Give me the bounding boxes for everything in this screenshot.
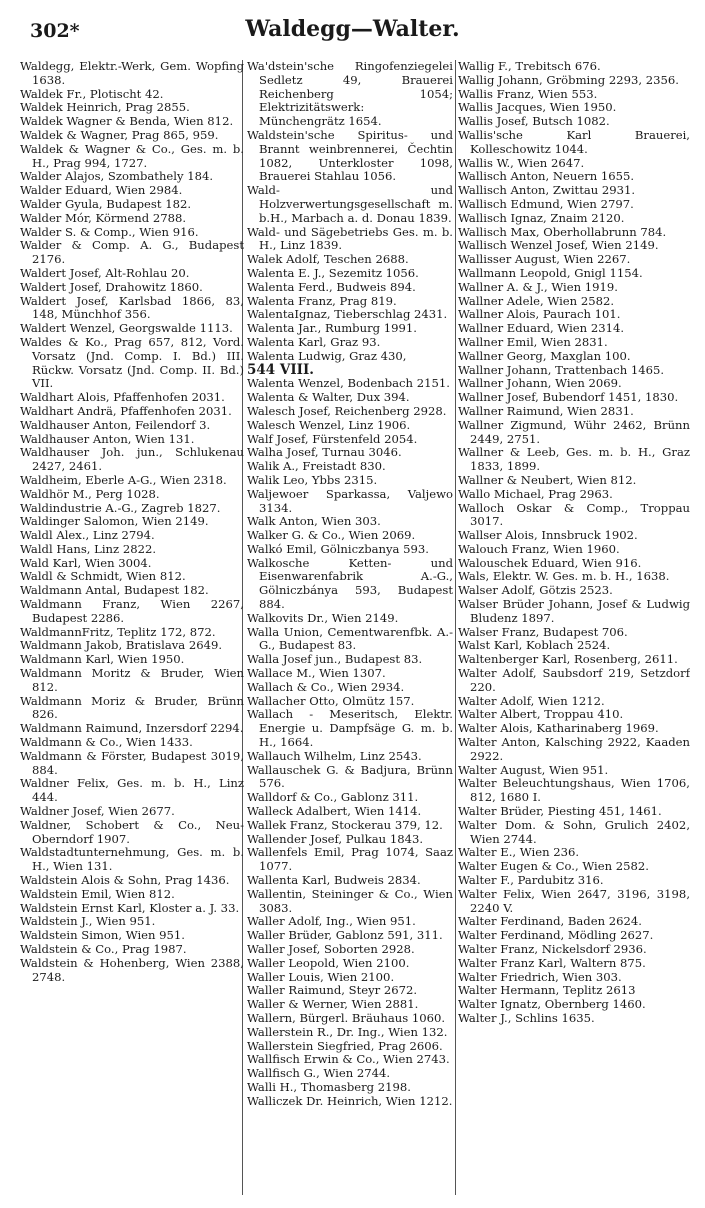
directory-entry: Walek Adolf, Teschen 2688.	[247, 252, 409, 267]
directory-entry: Wallach & Co., Wien 2934.	[247, 679, 405, 694]
directory-entry: Waltenberger Karl, Rosenberg, 2611.	[458, 652, 678, 667]
directory-entry: Walter August, Wien 951.	[458, 762, 609, 777]
directory-entry: Waldmann Moritz & Bruder, Wien 812.	[20, 666, 244, 694]
directory-column-2	[247, 60, 453, 1195]
directory-entry: Walf Josef, Fürstenfeld 2054.	[247, 431, 418, 446]
page-header	[0, 14, 705, 42]
directory-entry: Waldmann & Förster, Budapest 3019, 884.	[20, 748, 244, 777]
directory-entry: WalentaIgnaz, Tieberschlag 2431.	[247, 307, 448, 322]
directory-entry: Wallisch Edmund, Wien 2797.	[458, 196, 634, 211]
directory-entry: Wallner Emil, Wien 2831.	[458, 334, 608, 349]
directory-entry: Waldek Fr., Plotischt 42.	[20, 86, 164, 101]
directory-entry: Waldhart Alois, Pfaffenhofen 2031.	[20, 390, 225, 405]
directory-entry: Walter Brüder, Piesting 451, 1461.	[458, 804, 662, 819]
directory-entry: Walla Union, Cementwarenfbk. A.-G., Budapest 83.	[247, 624, 453, 653]
directory-entry: Wallacher Otto, Olmütz 157.	[247, 693, 415, 708]
directory-entry: Walter Adolf, Saubsdorf 219, Setzdorf 220.	[458, 666, 690, 694]
directory-entry: Walder Gyula, Budapest 182.	[20, 196, 192, 211]
directory-entry: Waldmann & Co., Wien 1433.	[20, 735, 193, 750]
directory-entry: Walkó Emil, Gölniczbanya 593.	[247, 541, 429, 556]
directory-entry: Wallis Josef, Butsch 1082.	[458, 114, 610, 129]
directory-entry: Waldstein J., Wien 951.	[20, 914, 156, 929]
directory-entry: Wallner & Leeb, Ges. m. b. H., Graz 1833, 1899.	[458, 445, 690, 474]
directory-entry: Walesch Josef, Reichenberg 2928.	[247, 403, 447, 418]
directory-entry: Waldstadtunternehmung, Ges. m. b. H., Wien 131.	[20, 845, 244, 874]
directory-entry: Walter Friedrich, Wien 303.	[458, 969, 622, 984]
directory-entry: Waller Brüder, Gablonz 591, 311.	[247, 928, 443, 943]
directory-entry: Waldhauser Anton, Feilendorf 3.	[20, 417, 211, 432]
directory-entry: Walik Leo, Ybbs 2315.	[247, 472, 378, 487]
directory-entry: Wallauschek G. & Badjura, Brünn 576.	[247, 762, 453, 791]
directory-entry: Waldegg, Elektr.-Werk, Gem. Wopfing 1638.	[20, 60, 244, 87]
directory-entry: Wallis Franz, Wien 553.	[458, 86, 598, 101]
directory-entry: Waldl Hans, Linz 2822.	[20, 541, 157, 556]
directory-entry: Wallach - Meseritsch, Elektr. Energie u. Dampfsäge G. m. b. H., 1664.	[247, 707, 453, 750]
directory-entry: Wallisch Ignaz, Znaim 2120.	[458, 210, 625, 225]
page-number: 302*	[30, 20, 80, 42]
directory-page	[0, 60, 705, 1200]
directory-entry: Waller Adolf, Ing., Wien 951.	[247, 914, 416, 929]
directory-entry: Wallner Alois, Paurach 101.	[458, 307, 621, 322]
directory-entry: Waldindustrie A.-G., Zagreb 1827.	[20, 500, 221, 515]
directory-entry: Walloch Oskar & Comp., Troppau 3017.	[458, 500, 690, 529]
directory-entry: Wallauch Wilhelm, Linz 2543.	[247, 748, 422, 763]
directory-entry: Waldmann Karl, Wien 1950.	[20, 652, 185, 667]
directory-entry: Wallerstein Siegfried, Prag 2606.	[247, 1038, 443, 1053]
directory-entry: Walter Eugen & Co., Wien 2582.	[458, 859, 649, 874]
directory-entry: Waller Leopold, Wien 2100.	[247, 955, 410, 970]
directory-entry: Waldstein & Co., Prag 1987.	[20, 942, 187, 956]
directory-entry: Waldstein Emil, Wien 812.	[20, 886, 175, 901]
directory-entry: Waldstein'sche Spiritus- und Brannt weinbrennerei, Čechtin 1082, Unterkloster 1098, Brauerei Stahlau 1056.	[247, 127, 453, 184]
directory-entry: Waldstein & Hohenberg, Wien 2388, 2748.	[20, 955, 244, 984]
directory-entry: Waljewoer Sparkassa, Valjewo 3134.	[247, 486, 453, 515]
directory-entry: Walter Franz Karl, Waltern 875.	[458, 955, 646, 970]
directory-entry: WaldmannFritz, Teplitz 172, 872.	[20, 624, 216, 639]
directory-entry: 544 VIII.	[247, 361, 314, 378]
directory-entry: Waldmann Raimund, Inzersdorf 2294.	[20, 721, 244, 736]
directory-entry: Walliczek Dr. Heinrich, Wien 1212.	[247, 1093, 453, 1108]
directory-entry: Waller Louis, Wien 2100.	[247, 969, 395, 984]
directory-entry: Wallner Josef, Bubendorf 1451, 1830.	[458, 390, 679, 405]
directory-entry: Waller & Werner, Wien 2881.	[247, 997, 419, 1012]
directory-entry: Waldert Josef, Drahowitz 1860.	[20, 279, 203, 294]
directory-entry: Wallfisch G., Wien 2744.	[247, 1066, 391, 1081]
directory-entry: Waldmann Jakob, Bratislava 2649.	[20, 638, 223, 653]
directory-entry: Walter Anton, Kalsching 2922, Kaaden 2922.	[458, 735, 690, 763]
directory-entry: Waldhart Andrä, Pfaffenhofen 2031.	[20, 403, 232, 418]
directory-entry: Wald- und Holzverwertungsgesellschaft m. b.H., Marbach a. d. Donau 1839.	[247, 183, 453, 225]
directory-entry: Walter J., Schlins 1635.	[458, 1010, 595, 1025]
directory-entry: Wallis'sche Karl Brauerei, Kolleschowitz 1044.	[458, 127, 690, 156]
directory-entry: Wallig Johann, Gröbming 2293, 2356.	[458, 72, 679, 87]
directory-entry: Walouschek Eduard, Wien 916.	[458, 555, 642, 570]
directory-entry: Wals, Elektr. W. Ges. m. b. H., 1638.	[458, 569, 670, 584]
directory-entry: Walder Mór, Körmend 2788.	[20, 210, 187, 225]
directory-entry: Wallner Georg, Maxglan 100.	[458, 348, 631, 363]
directory-entry: Walder Alajos, Szombathely 184.	[20, 169, 214, 184]
column-divider	[455, 60, 456, 1195]
directory-entry: Walldorf & Co., Gablonz 311.	[247, 790, 419, 805]
directory-entry: Walser Franz, Budapest 706.	[458, 624, 628, 639]
directory-entry: Wallis Jacques, Wien 1950.	[458, 100, 617, 115]
directory-entry: Wallner Adele, Wien 2582.	[458, 293, 615, 308]
directory-entry: Wallner A. & J., Wien 1919.	[458, 279, 618, 294]
directory-entry: Walli H., Thomasberg 2198.	[247, 1079, 411, 1094]
directory-entry: Waldhör M., Perg 1028.	[20, 486, 160, 501]
directory-entry: Wallern, Bürgerl. Bräuhaus 1060.	[247, 1010, 446, 1025]
directory-entry: Wallerstein R., Dr. Ing., Wien 132.	[247, 1024, 448, 1039]
directory-entry: Waldner Felix, Ges. m. b. H., Linz 444.	[20, 776, 244, 805]
directory-entry: Wallek Franz, Stockerau 379, 12.	[247, 817, 443, 832]
directory-entry: Wallig F., Trebitsch 676.	[458, 60, 601, 73]
directory-entry: Waldhauser Joh. jun., Schlukenau 2427, 2461.	[20, 445, 244, 474]
directory-entry: Walouch Franz, Wien 1960.	[458, 541, 620, 556]
directory-entry: Waldstein Alois & Sohn, Prag 1436.	[20, 873, 230, 888]
directory-entry: Walenta Ferd., Budweis 894.	[247, 279, 416, 294]
directory-entry: Wallner Raimund, Wien 2831.	[458, 403, 634, 418]
directory-entry: Walder & Comp. A. G., Budapest 2176.	[20, 238, 244, 267]
directory-entry: Walst Karl, Koblach 2524.	[458, 638, 611, 653]
directory-entry: Waldert Josef, Alt-Rohlau 20.	[20, 265, 190, 280]
directory-entry: Walter E., Wien 236.	[458, 845, 580, 860]
directory-entry: Waldmann Franz, Wien 2267, Budapest 2286.	[20, 597, 244, 625]
directory-entry: Wallisch Wenzel Josef, Wien 2149.	[458, 238, 659, 253]
directory-entry: Waldheim, Eberle A-G., Wien 2318.	[20, 472, 227, 487]
directory-column-1	[20, 60, 244, 1195]
directory-entry: Walenta & Walter, Dux 394.	[247, 390, 410, 405]
directory-entry: Walter Ferdinand, Mödling 2627.	[458, 928, 654, 943]
directory-entry: Walter F., Pardubitz 316.	[458, 873, 604, 888]
directory-entry: Wallner Johann, Trattenbach 1465.	[458, 362, 665, 377]
directory-entry: Walesch Wenzel, Linz 1906.	[247, 417, 411, 432]
directory-entry: Walter Hermann, Teplitz 2613	[458, 983, 636, 998]
directory-entry: Walla Josef jun., Budapest 83.	[247, 652, 423, 667]
directory-entry: Walter Franz, Nickelsdorf 2936.	[458, 942, 647, 956]
directory-entry: Walenta Wenzel, Bodenbach 2151.	[247, 376, 450, 391]
directory-entry: Waldek & Wagner, Prag 865, 959.	[20, 127, 219, 142]
directory-entry: Walkosche Ketten- und Eisenwarenfabrik A.-G., Gölniczbánya 593, Budapest 884.	[247, 555, 453, 612]
directory-entry: Walser Adolf, Götzis 2523.	[458, 583, 613, 598]
directory-entry: Walder Eduard, Wien 2984.	[20, 183, 183, 198]
directory-entry: Waldinger Salomon, Wien 2149.	[20, 514, 209, 529]
directory-entry: Waldhauser Anton, Wien 131.	[20, 431, 195, 446]
directory-entry: Wallisch Max, Oberhollabrunn 784.	[458, 224, 667, 239]
directory-entry: Waldner Josef, Wien 2677.	[20, 804, 175, 819]
directory-entry: Wallner Eduard, Wien 2314.	[458, 321, 625, 336]
directory-entry: Walter Felix, Wien 2647, 3196, 3198, 2240 V.	[458, 886, 690, 915]
directory-entry: Walter Dom. & Sohn, Grulich 2402, Wien 2744.	[458, 817, 690, 846]
directory-entry: Walenta Franz, Prag 819.	[247, 293, 397, 308]
directory-entry: Wallisser August, Wien 2267.	[458, 252, 631, 267]
page-title: Waldegg—Walter.	[245, 16, 460, 42]
directory-entry: Wallender Josef, Pulkau 1843.	[247, 831, 424, 846]
directory-entry: Walser Brüder Johann, Josef & Ludwig Bludenz 1897.	[458, 597, 690, 625]
directory-entry: Walder S. & Comp., Wien 916.	[20, 224, 199, 239]
directory-entry: Waller Josef, Soborten 2928.	[247, 942, 415, 956]
directory-entry: Wallner & Neubert, Wien 812.	[458, 472, 637, 487]
directory-entry: Wallenta Karl, Budweis 2834.	[247, 873, 421, 888]
directory-entry: Waldek & Wagner & Co., Ges. m. b. H., Prag 994, 1727.	[20, 141, 244, 170]
directory-entry: Wallser Alois, Innsbruck 1902.	[458, 528, 638, 543]
directory-entry: Walenta Karl, Graz 93.	[247, 334, 381, 349]
directory-entry: Wallfisch Erwin & Co., Wien 2743.	[247, 1052, 450, 1067]
directory-entry: Walenta E. J., Sezemitz 1056.	[247, 265, 419, 280]
directory-entry: Waller Raimund, Steyr 2672.	[247, 983, 418, 998]
directory-entry: Wallner Zigmund, Wühr 2462, Brünn 2449, 2751.	[458, 417, 690, 446]
directory-entry: Waldstein Ernst Karl, Kloster a. J. 33.	[20, 900, 240, 915]
directory-entry: Wa'dstein'sche Ringofenziegelei Sedletz 49, Brauerei Reichenberg 1054; Elektrizitätswerk: Münchengrätz 1654.	[247, 60, 453, 129]
directory-entry: Waldes & Ko., Prag 657, 812, Vord. Vorsatz (Jnd. Comp. I. Bd.) III. Rückw. Vorsatz (Jnd. Comp. II. Bd.) VII.	[20, 334, 244, 391]
directory-entry: Wallner Johann, Wien 2069.	[458, 376, 622, 391]
directory-entry: Waldert Josef, Karlsbad 1866, 83, 148, Münchhof 356.	[20, 293, 244, 322]
directory-entry: Wallis W., Wien 2647.	[458, 155, 585, 170]
directory-entry: Wallentin, Steininger & Co., Wien 3083.	[247, 886, 453, 915]
directory-entry: Walter Adolf, Wien 1212.	[458, 693, 605, 708]
directory-entry: Waldl & Schmidt, Wien 812.	[20, 569, 186, 584]
directory-entry: Walha Josef, Turnau 3046.	[247, 445, 402, 460]
directory-entry: Walleck Adalbert, Wien 1414.	[247, 804, 422, 819]
directory-entry: Waldert Wenzel, Georgswalde 1113.	[20, 321, 233, 336]
directory-entry: Walter Albert, Troppau 410.	[458, 707, 624, 722]
directory-entry: Waldstein Simon, Wien 951.	[20, 928, 185, 943]
directory-entry: Walenta Jar., Rumburg 1991.	[247, 321, 417, 336]
directory-entry: Wallisch Anton, Zwittau 2931.	[458, 183, 636, 198]
directory-entry: Wald- und Sägebetriebs Ges. m. b. H., Linz 1839.	[247, 224, 453, 253]
directory-entry: Wallisch Anton, Neuern 1655.	[458, 169, 635, 184]
directory-entry: Waldner, Schobert & Co., Neu-Oberndorf 1907.	[20, 817, 244, 846]
directory-entry: Wald Karl, Wien 3004.	[20, 555, 152, 570]
directory-entry: Walker G. & Co., Wien 2069.	[247, 528, 416, 543]
directory-entry: Wallmann Leopold, Gnigl 1154.	[458, 265, 643, 280]
directory-entry: Wallenfels Emil, Prag 1074, Saaz 1077.	[247, 845, 453, 874]
directory-entry: Walk Anton, Wien 303.	[247, 514, 381, 529]
directory-entry: Walter Alois, Katharinaberg 1969.	[458, 721, 659, 736]
directory-entry: Walenta Ludwig, Graz 430,	[247, 348, 407, 363]
directory-entry: Walter Beleuchtungshaus, Wien 1706, 812, 1680 I.	[458, 776, 690, 805]
directory-entry: Walkovits Dr., Wien 2149.	[247, 610, 399, 625]
directory-entry: Waldek Wagner & Benda, Wien 812.	[20, 114, 234, 129]
directory-entry: Waldmann Antal, Budapest 182.	[20, 583, 209, 598]
directory-column-3	[458, 60, 690, 1195]
directory-entry: Walter Ignatz, Obernberg 1460.	[458, 997, 646, 1012]
directory-entry: Walter Ferdinand, Baden 2624.	[458, 914, 642, 929]
directory-entry: Wallo Michael, Prag 2963.	[458, 486, 613, 501]
directory-entry: Walik A., Freistadt 830.	[247, 459, 386, 474]
directory-entry: Waldmann Moriz & Bruder, Brünn 826.	[20, 693, 244, 722]
directory-entry: Waldek Heinrich, Prag 2855.	[20, 100, 190, 115]
directory-entry: Waldl Alex., Linz 2794.	[20, 528, 155, 543]
directory-entry: Wallace M., Wien 1307.	[247, 666, 386, 681]
